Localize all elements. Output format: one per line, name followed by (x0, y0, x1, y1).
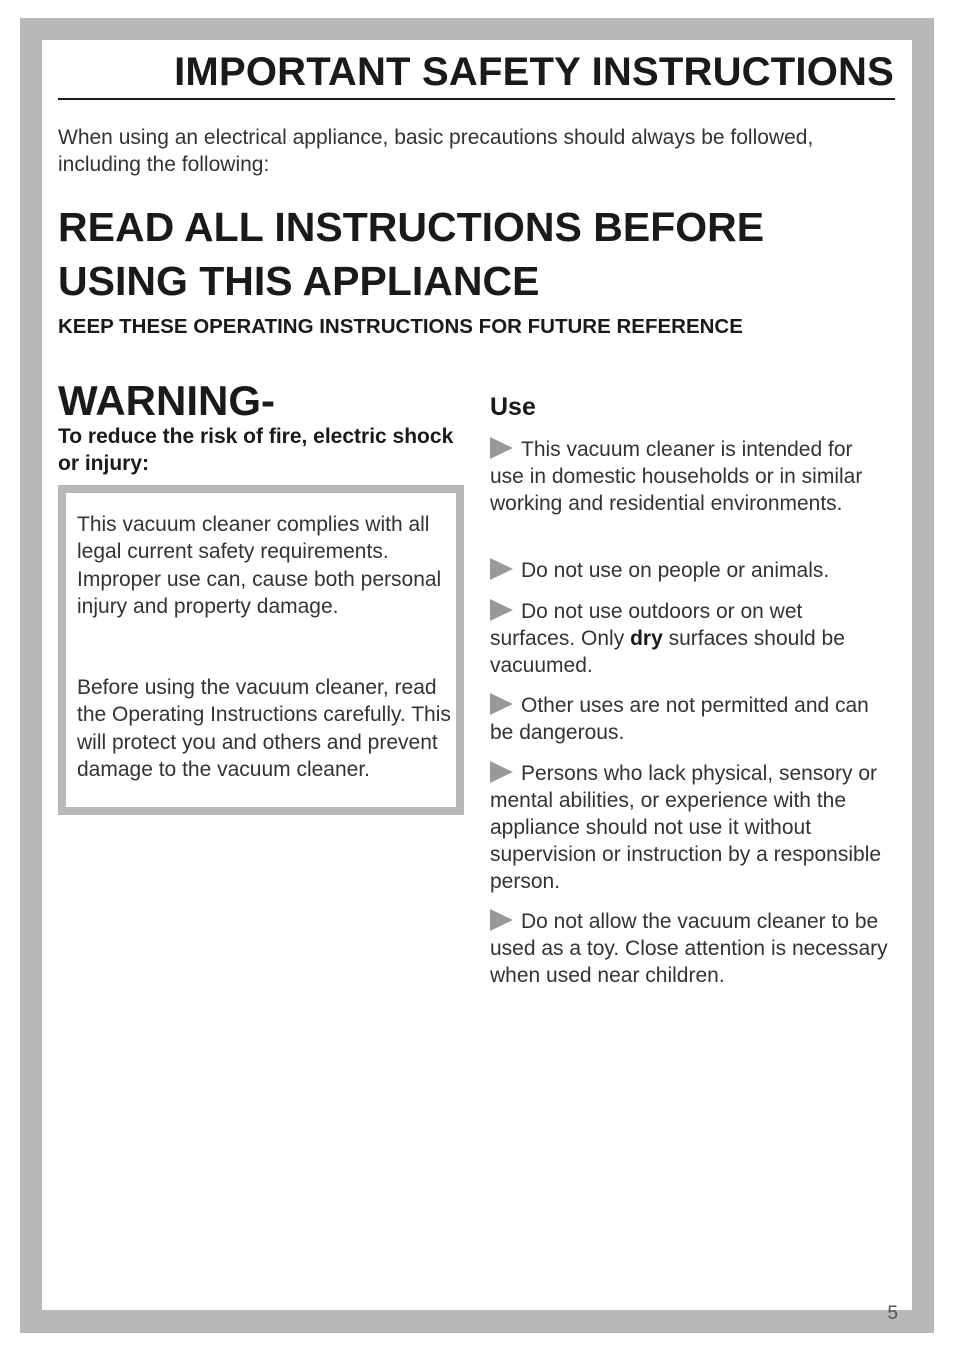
triangle-right-icon (490, 437, 513, 459)
use-item (490, 557, 890, 584)
page-number: 5 (887, 1303, 898, 1324)
use-item-text: surfaces should be vacuumed. (490, 627, 845, 678)
use-item-bold-text: dry (630, 627, 663, 651)
warning-box-paragraph-2: Before using the vacuum cleaner, read the Operating Instructions carefully. This will protect you and others and prevent damage to the vacuum cleaner. (77, 676, 451, 781)
use-item (490, 692, 890, 746)
warning-box-paragraph-1: This vacuum cleaner complies with all legal current safety requirements. Improper use can, cause both personal injury and property damage. (77, 513, 442, 618)
triangle-right-icon (490, 693, 513, 715)
warning-title: WARNING- (58, 377, 275, 424)
use-item (490, 436, 890, 517)
page-title: IMPORTANT SAFETY INSTRUCTIONS (174, 50, 894, 94)
title-divider (58, 98, 895, 100)
use-item-text: This vacuum cleaner is intended for use in domestic households or in similar working and residential environments. (490, 438, 863, 516)
triangle-right-icon (490, 558, 513, 580)
use-item (490, 760, 890, 895)
triangle-right-icon (490, 909, 513, 931)
warning-box (58, 485, 464, 815)
use-heading: Use (490, 393, 536, 421)
use-item-text: Persons who lack physical, sensory or mental abilities, or experience with the appliance should not use it without supervision or instruction by a responsible person. (490, 762, 882, 894)
use-item-text: Do not allow the vacuum cleaner to be used as a toy. Close attention is necessary when used near children. (490, 910, 888, 988)
triangle-right-icon (490, 599, 513, 621)
document-page (42, 40, 912, 1324)
use-item-text: Other uses are not permitted and can be dangerous. (490, 694, 869, 745)
warning-subtitle: To reduce the risk of fire, electric shock or injury: (58, 425, 454, 475)
keep-instructions-heading: KEEP THESE OPERATING INSTRUCTIONS FOR FUTURE REFERENCE (58, 315, 743, 338)
use-item-text: Do not use outdoors or on wet surfaces. Only (490, 600, 803, 651)
triangle-right-icon (490, 761, 513, 783)
use-item-text: Do not use on people or animals. (521, 559, 830, 582)
intro-text: When using an electrical appliance, basic precautions should always be followed, including the following: (58, 126, 814, 176)
use-item (490, 598, 890, 679)
read-instructions-heading (58, 200, 898, 308)
use-item (490, 908, 890, 989)
read-heading-line2: USING THIS APPLIANCE (58, 258, 540, 304)
read-heading-line1: READ ALL INSTRUCTIONS BEFORE (58, 204, 765, 250)
